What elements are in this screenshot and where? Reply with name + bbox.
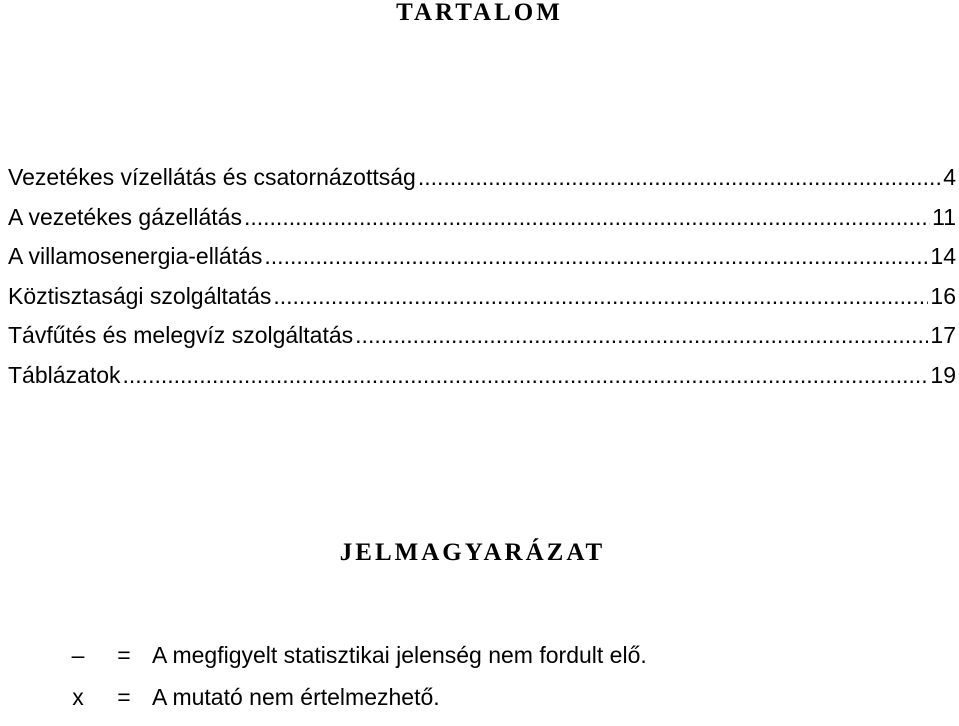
- legend-item: [60, 684, 647, 726]
- legend-text: A mutató nem értelmezhető.: [152, 684, 440, 710]
- toc-item[interactable]: [8, 243, 956, 283]
- legend-equals: =: [117, 684, 131, 710]
- legend-symbol: –: [71, 642, 85, 668]
- toc-dot-leader: [355, 322, 928, 349]
- toc-item-label: A villamosenergia-ellátás: [8, 243, 263, 269]
- toc-item[interactable]: [8, 204, 956, 244]
- toc-item-page: 17: [930, 322, 956, 348]
- legend: [60, 642, 647, 726]
- toc-item-label: A vezetékes gázellátás: [8, 203, 242, 230]
- toc-dot-leader: [273, 283, 928, 310]
- toc-item-label: Távfűtés és melegvíz szolgáltatás: [8, 322, 354, 348]
- toc-item-page: 4: [943, 164, 956, 190]
- toc-item-page: 14: [930, 243, 956, 269]
- toc-item-label: Köztisztasági szolgáltatás: [8, 282, 272, 309]
- legend-symbol: x: [72, 684, 84, 710]
- toc-item-page: 16: [930, 282, 956, 309]
- toc-dot-leader: [418, 164, 941, 191]
- toc-item-page: 11: [932, 203, 956, 230]
- legend-text: A megfigyelt statisztikai jelenség nem fordult elő.: [152, 642, 647, 668]
- legend-title: JELMAGYARÁZAT: [339, 539, 606, 566]
- toc-title: TARTALOM: [396, 0, 563, 26]
- toc-item[interactable]: [8, 362, 956, 402]
- legend-equals: =: [117, 642, 131, 668]
- toc-item-label: Táblázatok: [8, 361, 121, 388]
- table-of-contents: [8, 164, 956, 401]
- toc-item-page: 19: [930, 361, 956, 388]
- toc-dot-leader: [123, 362, 929, 389]
- toc-dot-leader: [264, 243, 928, 270]
- toc-item[interactable]: [8, 283, 956, 323]
- legend-item: [60, 642, 647, 684]
- toc-item[interactable]: [8, 164, 956, 204]
- toc-item-label: Vezetékes vízellátás és csatornázottság: [8, 164, 416, 190]
- toc-dot-leader: [244, 204, 930, 231]
- toc-item[interactable]: [8, 322, 956, 362]
